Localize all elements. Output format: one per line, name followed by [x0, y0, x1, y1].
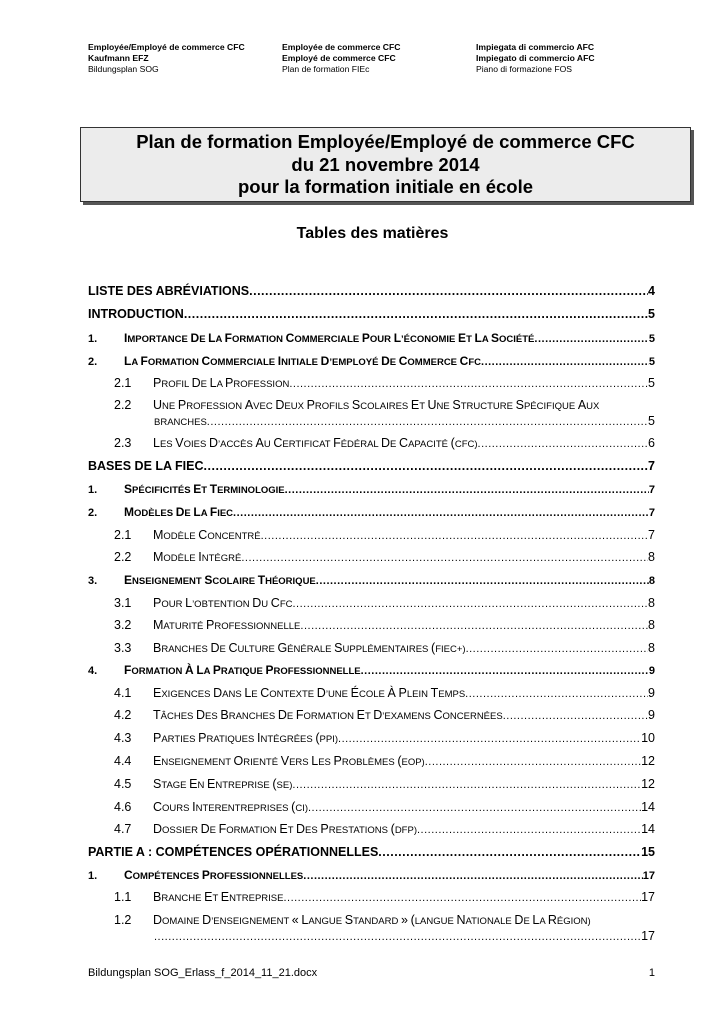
toc-entry-number: 2.1 — [114, 376, 132, 390]
toc-entry[interactable] — [88, 307, 655, 321]
toc-entry-title: DOMAINE D’ENSEIGNEMENT « LANGUE STANDARD » (LANGUE NATIONALE DE LA RÉGION) — [153, 913, 591, 927]
toc-dot-leader — [204, 459, 649, 473]
header-line: Employée/Employé de commerce CFC — [88, 42, 245, 52]
toc-entry-page: 5 — [648, 356, 655, 368]
toc-entry[interactable] — [88, 890, 655, 904]
toc-entry[interactable] — [88, 913, 655, 927]
footer-page-number: 1 — [648, 967, 655, 979]
toc-entry-page: 9 — [648, 686, 655, 700]
toc-entry-title: ENSEIGNEMENT ORIENTÉ VERS LES PROBLÈMES (EOP) — [153, 754, 425, 768]
toc-entry-number: 2.3 — [114, 436, 132, 450]
toc-entry-title: MODÈLE CONCENTRÉ — [153, 528, 261, 542]
toc-dot-leader — [503, 710, 648, 722]
toc-entry-title: COURS INTERENTREPRISES (CI) — [153, 800, 308, 814]
toc-entry-title: POUR L’OBTENTION DU CFC — [153, 596, 293, 610]
toc-dot-leader — [184, 307, 648, 321]
toc-entry[interactable] — [88, 868, 655, 882]
toc-dot-leader — [292, 779, 641, 791]
toc-dot-leader — [292, 598, 648, 610]
toc-entry-page: 15 — [641, 845, 655, 859]
toc-entry-page: 10 — [641, 731, 655, 745]
toc-entry-title: LA FORMATION COMMERCIALE INITIALE D’EMPLOYÉ DE COMMERCE CFC — [124, 354, 482, 368]
toc-entry-title: LISTE DES ABRÉVIATIONS — [88, 284, 250, 298]
toc-entry-continuation[interactable] — [154, 414, 655, 428]
toc-entry-page: 8 — [648, 596, 655, 610]
toc-entry-title: IMPORTANCE DE LA FORMATION COMMERCIALE POUR L’ÉCONOMIE ET LA SOCIÉTÉ — [124, 331, 535, 345]
header-line: Impiegata di commercio AFC — [476, 42, 595, 52]
toc-entry-number: 4. — [88, 665, 98, 677]
toc-dot-leader — [308, 802, 641, 814]
toc-entry-page: 12 — [641, 777, 655, 791]
toc-entry[interactable] — [88, 459, 655, 473]
toc-dot-leader — [425, 756, 641, 768]
toc-entry-continuation[interactable] — [154, 929, 655, 943]
toc-entry[interactable] — [88, 550, 655, 564]
toc-dot-leader — [241, 552, 648, 564]
toc-entry-page: 14 — [641, 822, 655, 836]
toc-heading: Tables des matières — [296, 225, 449, 242]
title-line-3: pour la formation initiale en école — [237, 176, 534, 197]
header-col-2 — [282, 42, 400, 75]
toc-entry-number: 4.7 — [114, 822, 132, 836]
toc-entry-page: 17 — [642, 870, 655, 882]
title-line-1: Plan de formation Employée/Employé de commerce CFC — [136, 131, 635, 152]
toc-entry[interactable] — [88, 284, 655, 298]
toc-entry[interactable] — [88, 398, 655, 412]
toc-dot-leader — [300, 620, 648, 632]
header-line: Piano di formazione FOS — [476, 64, 573, 74]
header-line: Employé de commerce CFC — [282, 53, 396, 63]
toc-entry-number: 1. — [88, 870, 98, 882]
toc-entry-page: 8 — [648, 618, 655, 632]
toc-dot-leader — [466, 643, 648, 655]
toc-entry[interactable] — [88, 573, 655, 587]
toc-entry[interactable] — [88, 731, 655, 745]
toc-entry-title: PARTIES PRATIQUES INTÉGRÉES (PPI) — [153, 731, 339, 745]
toc-entry-page: 14 — [641, 800, 655, 814]
toc-entry-title: PROFIL DE LA PROFESSION — [153, 376, 290, 390]
header-line: Employée de commerce CFC — [282, 42, 401, 52]
toc-entry[interactable] — [88, 777, 655, 791]
footer-filename: Bildungsplan SOG_Erlass_f_2014_11_21.docx — [88, 967, 318, 979]
toc-entry-page: 5 — [648, 307, 655, 321]
toc-dot-leader — [303, 870, 642, 882]
toc-entry[interactable] — [88, 354, 655, 368]
toc-entry-number: 3.3 — [114, 641, 132, 655]
toc-dot-leader — [249, 284, 648, 298]
toc-dot-leader — [417, 824, 641, 836]
toc-dot-leader — [316, 575, 649, 587]
toc-dot-leader — [285, 484, 649, 496]
toc-entry-title: COMPÉTENCES PROFESSIONNELLES — [124, 868, 304, 882]
toc-entry-title: SPÉCIFICITÉS ET TERMINOLOGIE — [124, 482, 285, 496]
toc-dot-leader — [378, 845, 641, 859]
toc-entry-page: 9 — [648, 708, 655, 722]
toc-entry-number: 4.2 — [114, 708, 132, 722]
toc-entry[interactable] — [88, 505, 655, 519]
toc-entry-title: STAGE EN ENTREPRISE (SE) — [153, 777, 293, 791]
toc-entry[interactable] — [88, 822, 655, 836]
toc-entry-number: 4.3 — [114, 731, 132, 745]
toc-entry[interactable] — [88, 845, 655, 859]
toc-entry-number: 3.2 — [114, 618, 132, 632]
toc-entry-title: ENSEIGNEMENT SCOLAIRE THÉORIQUE — [124, 573, 316, 587]
toc-entry-title: BRANCHE ET ENTREPRISE — [153, 890, 284, 904]
toc-dot-leader — [338, 733, 641, 745]
toc-entry-page: 8 — [648, 575, 655, 587]
toc-entry-page: 12 — [641, 754, 655, 768]
toc-entry-title: BRANCHES DE CULTURE GÉNÉRALE SUPPLÉMENTAIRES (FIEC+) — [153, 641, 466, 655]
title-line-2: du 21 novembre 2014 — [291, 153, 480, 175]
toc-entry-number: 4.1 — [114, 686, 132, 700]
toc-entry-page: 8 — [648, 641, 655, 655]
toc-entry-number: 4.6 — [114, 800, 132, 814]
page-footer — [88, 967, 655, 979]
toc-dot-leader — [465, 688, 648, 700]
toc-entry-title: EXIGENCES DANS LE CONTEXTE D’UNE ÉCOLE À PLEIN TEMPS — [153, 686, 466, 700]
toc-dot-leader — [481, 356, 649, 368]
toc-entry-title: LES VOIES D’ACCÈS AU CERTIFICAT FÉDÉRAL DE CAPACITÉ (CFC) — [153, 436, 478, 450]
toc-entry-number: 3. — [88, 575, 98, 587]
header-line: Kaufmann EFZ — [88, 53, 149, 63]
toc-entry-page: 5 — [648, 376, 655, 390]
toc-entry-title: MODÈLE INTÉGRÉ — [153, 550, 242, 564]
toc-entry-title: MODÈLES DE LA FIEC — [124, 505, 234, 519]
header-line: Bildungsplan SOG — [88, 64, 159, 74]
toc-entry-number: 4.5 — [114, 777, 132, 791]
header-col-3 — [476, 42, 595, 75]
toc-entry-title: TÂCHES DES BRANCHES DE FORMATION ET D’EXAMENS CONCERNÉES — [153, 708, 503, 722]
toc-entry-title: UNE PROFESSION AVEC DEUX PROFILS SCOLAIRES ET UNE STRUCTURE SPÉCIFIQUE AUX — [153, 398, 600, 412]
toc-entry[interactable] — [88, 436, 655, 450]
toc-dot-leader — [207, 416, 648, 428]
toc-entry[interactable] — [88, 482, 655, 496]
toc-entry-page: 9 — [648, 665, 655, 677]
toc-entry-number: 1.1 — [114, 890, 132, 904]
toc-entry-page: 5 — [648, 414, 655, 428]
toc-entry-number: 1. — [88, 484, 98, 496]
toc-entry[interactable] — [88, 331, 655, 345]
toc-dot-leader — [233, 507, 649, 519]
toc-entry-page: 17 — [641, 929, 655, 943]
toc-entry-title: DOSSIER DE FORMATION ET DES PRESTATIONS (DFP) — [153, 822, 417, 836]
toc-entry-number: 2.2 — [114, 550, 132, 564]
toc-entry-number: 2. — [88, 356, 98, 368]
header-col-1 — [88, 42, 245, 75]
toc-entry-page: 7 — [648, 528, 655, 542]
toc-entry-title: BASES DE LA FIEC — [88, 459, 204, 473]
toc-entry[interactable] — [88, 528, 655, 542]
toc-entry-number: 4.4 — [114, 754, 132, 768]
toc-entry-title: INTRODUCTION — [88, 307, 184, 321]
toc-dot-leader — [261, 530, 648, 542]
toc-dot-leader — [289, 378, 648, 390]
toc-entry-page: 5 — [648, 333, 655, 345]
toc-entry-title: FORMATION À LA PRATIQUE PROFESSIONNELLE — [124, 663, 361, 677]
toc-dot-leader — [361, 665, 649, 677]
header-line: Plan de formation FIEc — [282, 64, 370, 74]
toc-entry-number: 2. — [88, 507, 98, 519]
toc-entry-page: 7 — [648, 459, 655, 473]
document-title-box — [80, 127, 691, 202]
toc-entry-page: 6 — [648, 436, 655, 450]
toc-dot-leader — [154, 931, 641, 943]
toc-entry[interactable] — [88, 663, 655, 677]
toc-entry[interactable] — [88, 686, 655, 700]
toc-entry-page: 7 — [648, 507, 655, 519]
header-line: Impiegato di commercio AFC — [476, 53, 595, 63]
toc-entry[interactable] — [88, 596, 655, 610]
toc-dot-leader — [478, 438, 649, 450]
toc-entry-page: 8 — [648, 550, 655, 564]
toc-entry-number: 1.2 — [114, 913, 132, 927]
toc-entry[interactable] — [88, 754, 655, 768]
toc-dot-leader — [534, 333, 648, 345]
toc-entry-page: 4 — [648, 284, 655, 298]
toc-entry-number: 2.1 — [114, 528, 132, 542]
toc-entry-number: 3.1 — [114, 596, 132, 610]
toc-entry-title: PARTIE A : COMPÉTENCES OPÉRATIONNELLES — [88, 845, 379, 859]
toc-entry[interactable] — [88, 376, 655, 390]
toc-dot-leader — [283, 892, 641, 904]
toc-entry[interactable] — [88, 641, 655, 655]
toc-entry-title-continued: BRANCHES — [154, 417, 207, 428]
toc-entry-page: 7 — [648, 484, 655, 496]
toc-entry-page: 17 — [641, 890, 655, 904]
toc-entry-title: MATURITÉ PROFESSIONNELLE — [153, 618, 301, 632]
toc-entry-number: 2.2 — [114, 398, 132, 412]
toc-entry[interactable] — [88, 800, 655, 814]
toc-entry[interactable] — [88, 618, 655, 632]
toc-entry-number: 1. — [88, 333, 98, 345]
toc-entry[interactable] — [88, 708, 655, 722]
